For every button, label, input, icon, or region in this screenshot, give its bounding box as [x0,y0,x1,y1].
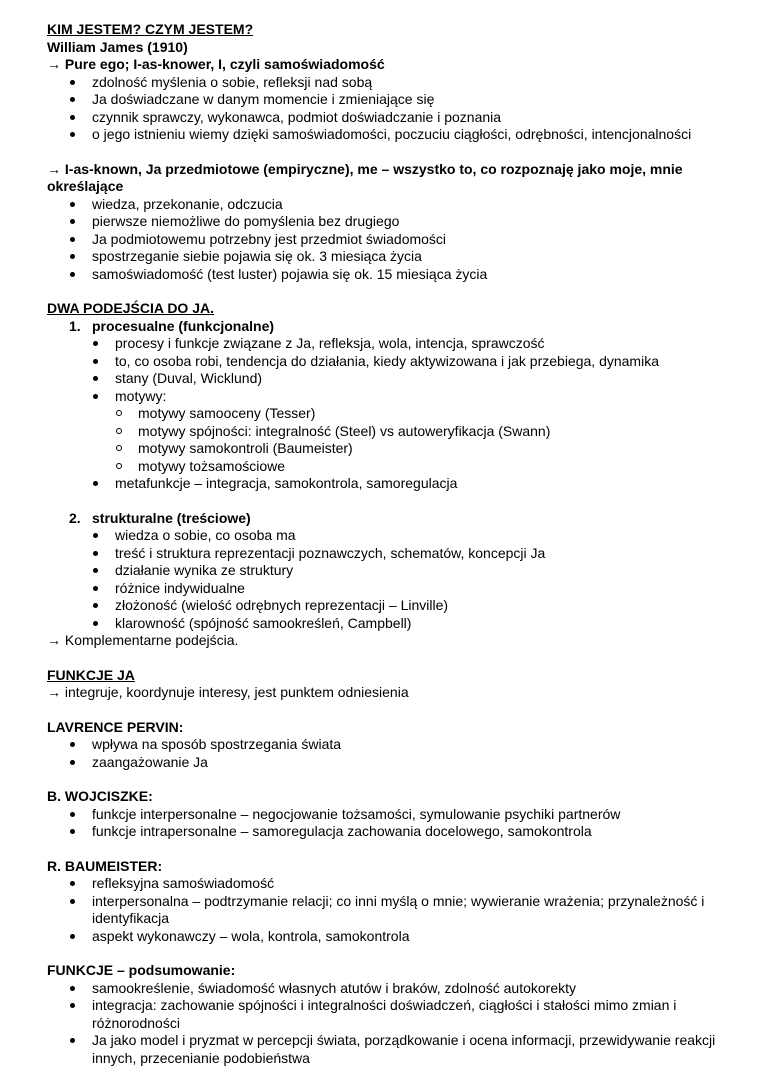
strukturalne-list [92,527,722,632]
section-title-pervin: LAVRENCE PERVIN: [47,718,184,735]
list-item: zaangażowanie Ja [47,754,722,772]
section-title-funkcje-ja: FUNKCJE JA [47,666,135,683]
section-title-kim-jestem: KIM JESTEM? CZYM JESTEM? [47,21,254,37]
list-item: funkcje interpersonalne – negocjowanie tożsamości, symulowanie psychiki partnerów [47,806,722,824]
podsumowanie-list [47,980,722,1068]
item-number: 2. [69,509,81,526]
spacer [47,493,722,510]
list-item: metafunkcje – integracja, samokontrola, samoregulacja [92,475,722,493]
document-content [47,21,722,1067]
list-item: złożoność (wielość odrębnych reprezentacji – Linville) [92,597,722,615]
list-item: zdolność myślenia o sobie, refleksji nad sobą [47,74,722,92]
procesualne-list [92,335,722,493]
section-title-dwa-podejscia: DWA PODEJŚCIA DO JA. [47,300,214,316]
list-item: motywy samooceny (Tesser) [115,405,722,423]
list-item: procesy i funkcje związane z Ja, refleksja, wola, intencja, sprawczość [92,335,722,353]
list-item: samoświadomość (test luster) pojawia się ok. 15 miesiąca życia [47,266,722,284]
list-item: Ja doświadczane w danym momencie i zmieniające się [47,91,722,109]
pervin-list [47,736,722,771]
item-number: 1. [69,317,81,334]
pure-ego-heading: → Pure ego; I-as-knower, I, czyli samoświadomość [47,56,385,72]
list-item: motywy samokontroli (Baumeister) [115,440,722,458]
section-title-baumeister: R. BAUMEISTER: [47,857,163,874]
list-item: czynnik sprawczy, wykonawca, podmiot doświadczanie i poznania [47,109,722,127]
section-title-podsumowanie: FUNKCJE – podsumowanie: [47,962,236,978]
list-item: stany (Duval, Wicklund) [92,370,722,388]
list-item: różnice indywidualne [92,580,722,598]
list-item-motywy [92,388,722,476]
motives-list [115,405,722,475]
i-as-known-heading: → I-as-known, Ja przedmiotowe (empiryczne), me – wszystko to, co rozpoznaję jako moje, mnie określające [47,160,683,194]
list-item: integracja: zachowanie spójności i integralności doświadczeń, ciągłości i stałości mimo zmian i różnorodności [47,997,722,1032]
list-item: wiedza, przekonanie, odczucia [47,196,722,214]
list-item: aspekt wykonawczy – wola, kontrola, samokontrola [47,928,722,946]
list-item: Ja jako model i pryzmat w percepcji świata, porządkowanie i ocena informacji, przewidywanie reakcji innych, przecenianie podobieństwa [47,1032,722,1067]
list-item: to, co osoba robi, tendencja do działania, kiedy aktywizowana i jak przebiega, dynamika [92,353,722,371]
motywy-label: motywy: [115,387,167,404]
list-item: wiedza o sobie, co osoba ma [92,527,722,545]
list-item: Ja podmiotowemu potrzebny jest przedmiot świadomości [47,231,722,249]
i-as-known-list [47,196,722,284]
complement-line: → Komplementarne podejścia. [47,632,239,648]
list-item: pierwsze niemożliwe do pomyślenia bez drugiego [47,213,722,231]
section-title-wojciszke: B. WOJCISZKE: [47,788,153,804]
list-item: funkcje intrapersonalne – samoregulacja zachowania docelowego, samokontrola [47,823,722,841]
funkcje-ja-line: → integruje, koordynuje interesy, jest punktem odniesienia [47,684,409,700]
list-item: interpersonalna – podtrzymanie relacji; co inni myślą o mnie; wywieranie wrażenia; przynależność i identyfikacja [47,893,722,928]
pure-ego-list [47,74,722,144]
approach-procesualne [47,318,722,493]
approaches-list [47,318,722,633]
list-item: wpływa na sposób spostrzegania świata [47,736,722,754]
approach-label: procesualne (funkcjonalne) [92,317,275,334]
approach-label: strukturalne (treściowe) [92,509,251,526]
author-line: William James (1910) [47,38,188,55]
list-item: klarowność (spójność samookreśleń, Campbell) [92,615,722,633]
list-item: działanie wynika ze struktury [92,562,722,580]
list-item: samookreślenie, świadomość własnych atutów i braków, zdolność autokorekty [47,980,722,998]
list-item: motywy tożsamościowe [115,458,722,476]
wojciszke-list [47,806,722,841]
list-item: spostrzeganie siebie pojawia się ok. 3 miesiąca życia [47,248,722,266]
list-item: refleksyjna samoświadomość [47,875,722,893]
baumeister-list [47,875,722,945]
list-item: treść i struktura reprezentacji poznawczych, schematów, koncepcji Ja [92,545,722,563]
list-item: o jego istnieniu wiemy dzięki samoświadomości, poczuciu ciągłości, odrębności, intencjonalności [47,126,722,144]
list-item: motywy spójności: integralność (Steel) vs autoweryfikacja (Swann) [115,423,722,441]
approach-strukturalne [47,510,722,633]
